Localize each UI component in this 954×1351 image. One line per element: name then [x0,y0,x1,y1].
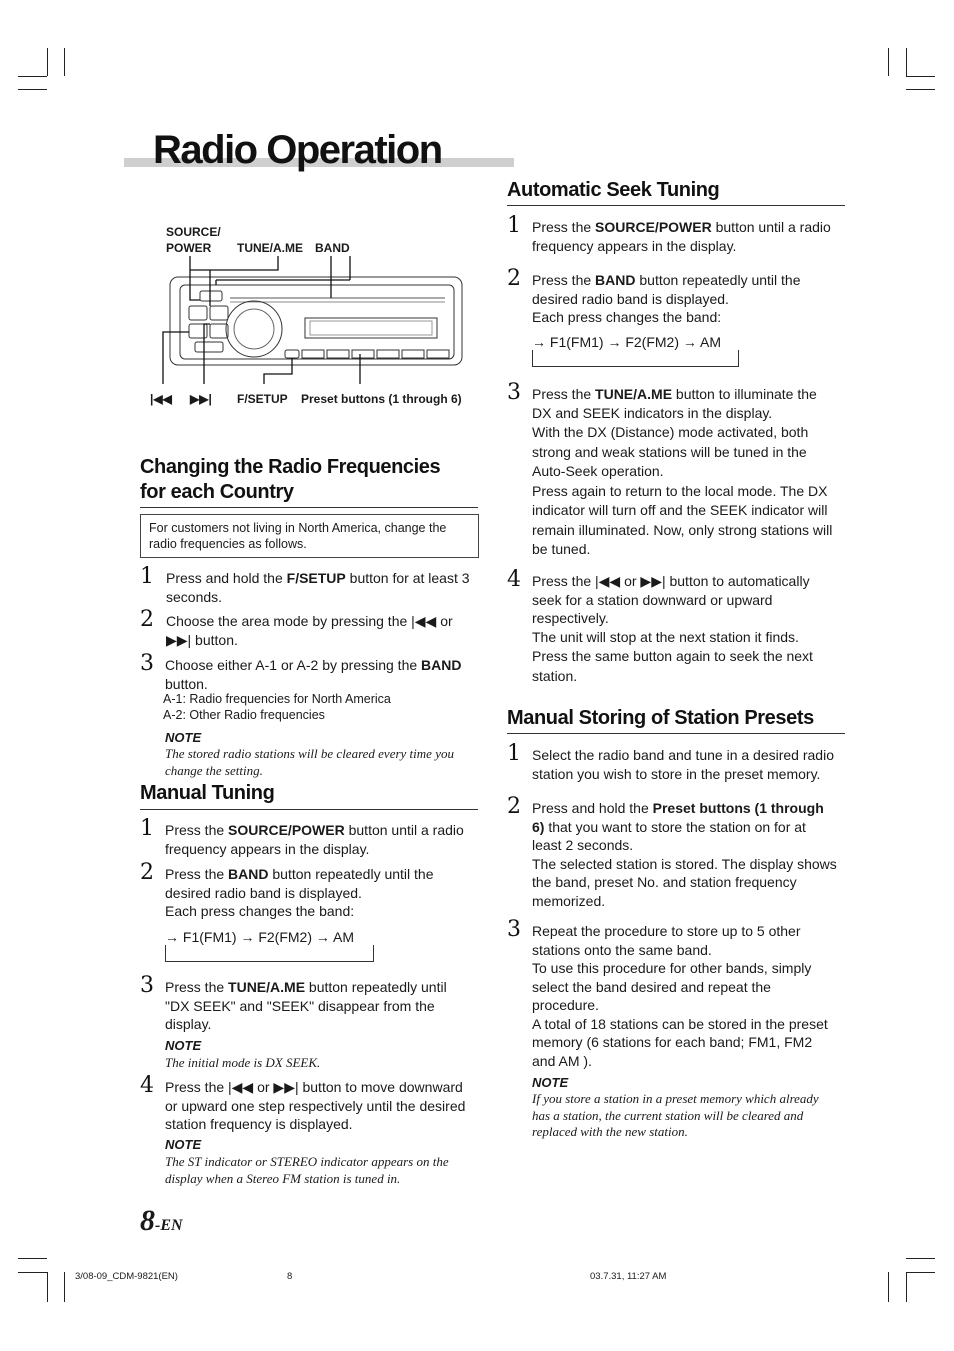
step-text: Press and hold the Preset buttons (1 through 6) that you want to store the station on for at least 2 seconds. The selected station is stored. The display shows the band, preset No. and station frequency memorized. [532,800,837,909]
crop-mark [906,1272,935,1273]
label-fsetup: F/SETUP [237,392,288,406]
step-number: 2 [507,266,521,291]
crop-mark [888,48,889,76]
step-text: Choose the area mode by pressing the |◀◀ or ▶▶| button. [166,613,453,648]
section-heading-seek-tuning: Automatic Seek Tuning [507,179,720,201]
section-heading-frequencies: Changing the Radio Frequencies for each Country [140,456,441,503]
crop-mark [18,89,47,90]
step-text: Press the |◀◀ or ▶▶| button to move downward or upward one step respectively until the desired station frequency is displayed. [165,1079,466,1132]
page-number: 8-EN [140,1204,183,1237]
radio-faceplate-illustration [150,222,480,412]
step-text: Press the SOURCE/POWER button until a radio frequency appears in the display. [165,822,464,857]
footer-file: 3/08-09_CDM-9821(EN) [75,1271,178,1282]
step-text: Select the radio band and tune in a desired radio station you wish to store in the preset memory. [532,747,834,782]
step-text: Press the BAND button repeatedly until the desired radio band is displayed. Each press changes the band: [532,272,801,325]
band-cycle: → F1(FM1) → F2(FM2) → AM [165,929,354,945]
info-box-text: For customers not living in North America, change the radio frequencies as follows. [149,521,447,551]
crop-mark [906,76,935,77]
crop-mark [47,1272,48,1302]
label-next: ▶▶| [190,392,212,406]
step-text: Press the SOURCE/POWER button until a radio frequency appears in the display. [532,219,831,254]
label-presets: Preset buttons (1 through 6) [301,392,462,406]
band-cycle-box [165,945,374,962]
divider [140,809,478,810]
label-band: BAND [315,241,350,255]
crop-mark [906,89,935,90]
step-text: Press and hold the F/SETUP button for at least 3 seconds. [166,570,470,605]
radio-diagram [150,222,480,412]
divider [507,205,845,206]
crop-mark [906,1258,935,1259]
label-prev: |◀◀ [150,392,172,406]
footer-page: 8 [287,1271,293,1282]
note-heading: NOTE [165,1038,202,1053]
note-heading: NOTE [165,730,202,745]
step-text: Press the TUNE/A.ME button to illuminate the DX and SEEK indicators in the display. With the DX (Distance) mode activated, both strong and weak stations will be tuned in the Auto-Seek operation. Press again to return to the local mode. The DX indicator will turn off and the SEEK indicator will remain illuminated. Now, only strong stations will be tuned. [532,386,833,557]
step-number: 3 [507,380,521,405]
step-number: 3 [140,973,154,998]
step-number: 1 [140,564,154,589]
step-number: 4 [140,1073,154,1098]
note-heading: NOTE [532,1075,569,1090]
note-text: The stored radio stations will be cleared every time you change the setting. [165,746,454,778]
note-text: If you store a station in a preset memory which already has a station, the current station will be cleared and replaced with the new station. [532,1091,819,1139]
step-number: 1 [507,213,521,238]
crop-mark [906,1272,907,1302]
divider [507,733,845,734]
footer-timestamp: 03.7.31, 11:27 AM [590,1271,667,1282]
step-number: 2 [507,794,521,819]
note-text: The initial mode is DX SEEK. [165,1055,321,1070]
crop-mark [906,48,907,76]
area-options: A-1: Radio frequencies for North America A-2: Other Radio frequencies [163,692,391,722]
step-number: 2 [140,607,154,632]
step-number: 1 [140,816,154,841]
section-heading-presets: Manual Storing of Station Presets [507,707,814,729]
step-number: 3 [507,917,521,942]
info-box [140,514,479,558]
step-text: Press the BAND button repeatedly until the desired radio band is displayed. Each press changes the band: [165,866,434,919]
section-heading-manual-tuning: Manual Tuning [140,782,275,804]
step-number: 2 [140,860,154,885]
page-title: Radio Operation [153,128,442,172]
crop-mark [64,48,65,76]
step-text: Press the TUNE/A.ME button repeatedly until "DX SEEK" and "SEEK" disappear from the display. [165,979,447,1032]
crop-mark [18,1258,47,1259]
label-source: SOURCE/ POWER [166,225,221,255]
step-number: 4 [507,567,521,592]
band-cycle: → F1(FM1) → F2(FM2) → AM [532,334,721,350]
crop-mark [18,1272,47,1273]
crop-mark [888,1272,889,1302]
crop-mark [64,1272,65,1302]
crop-mark [18,76,47,77]
note-text: The ST indicator or STEREO indicator appears on the display when a Stereo FM station is tuned in. [165,1154,449,1186]
step-number: 3 [140,651,154,676]
step-text: Choose either A-1 or A-2 by pressing the BAND button. [165,657,462,692]
step-text: Press the |◀◀ or ▶▶| button to automatically seek for a station downward or upward respectively. The unit will stop at the next station it finds. Press the same button again to seek the next station. [532,573,813,684]
band-cycle-box [532,350,739,367]
divider [140,507,478,508]
step-number: 1 [507,741,521,766]
crop-mark [47,48,48,76]
label-tune: TUNE/A.ME [237,241,303,255]
step-text: Repeat the procedure to store up to 5 other stations onto the same band. To use this procedure for other bands, simply select the band desired and repeat the procedure. A total of 18 stations can be stored in the preset memory (6 stations for each band; FM1, FM2 and AM ). [532,923,828,1069]
note-heading: NOTE [165,1137,202,1152]
